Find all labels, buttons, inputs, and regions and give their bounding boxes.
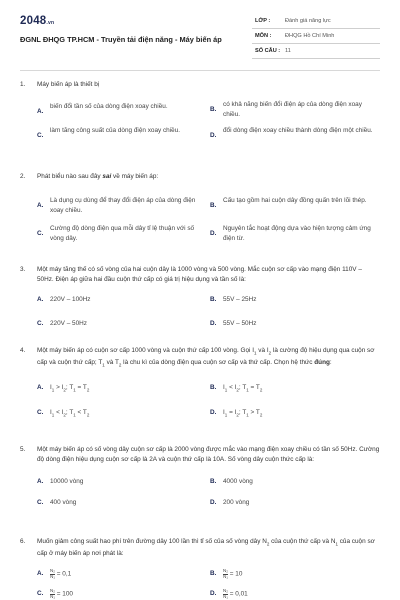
option-label: A. (37, 570, 44, 578)
option-text: có khả năng biến đổi điện áp của dòng điện xoay chiều. (223, 101, 362, 118)
question-text: Muốn giảm công suất hao phí trên đường dây 100 lần thì tỉ số của số vòng dây $N_2$ của cuộn thứ cấp và $N_1$ của cuộn sơ cấp ở máy biến áp nơi phát là: (37, 538, 375, 558)
option-label: B. (210, 296, 217, 303)
question-number: 4. (20, 347, 26, 354)
question-5 (20, 445, 380, 509)
question-number: 3. (20, 266, 26, 273)
option-text: Nguyên tắc hoạt động dựa vào hiện tượng cảm ứng điện từ. (223, 225, 371, 242)
question-text (37, 346, 380, 371)
question-text-emphasis: sai (102, 173, 112, 180)
question-number: 6. (20, 538, 26, 545)
document-title: ĐGNL ĐHQG TP.HCM - Truyền tải điện năng - Máy biến áp (20, 35, 222, 44)
option-text: = 100 (56, 590, 73, 598)
option-b[interactable] (210, 569, 380, 580)
meta-key: LỚP : (255, 18, 271, 24)
fraction (50, 569, 55, 579)
logo-suffix: .vn (46, 20, 55, 26)
question-text-part: Phát biểu nào sau đây (37, 173, 103, 180)
fraction-denominator: N₁ (50, 593, 55, 599)
option-label: D. (210, 408, 217, 416)
option-label: C. (37, 230, 44, 237)
option-label: D. (210, 590, 217, 598)
option-text: làm tăng công suất của dòng điện xoay chiều. (50, 127, 181, 134)
question-text: Máy biến áp là thiết bị (37, 81, 100, 88)
question-text-part: : (329, 359, 332, 367)
question-4 (20, 346, 380, 421)
question-text-part: Một máy biến áp có cuộn sơ cấp 1000 vòng và cuộn thứ cấp 100 vòng. Gọi $I_1$ và $I_2$ là cường độ hiệu dụng qua cuộn sơ cấp và cuộn thứ cấp; $T_1$ và $T_2$ là chu kì của dòng điện qua cuộn sơ cấp và thứ cấp. Chọn hệ thức (37, 347, 375, 368)
option-a[interactable] (37, 569, 207, 580)
option-c[interactable] (37, 408, 207, 420)
question-number: 5. (20, 446, 26, 453)
question-number: 2. (20, 173, 26, 180)
option-label: A. (37, 383, 44, 391)
option-d[interactable] (210, 498, 380, 508)
option-c[interactable] (37, 224, 207, 244)
option-d[interactable] (210, 319, 380, 329)
meta-row-count (252, 44, 380, 59)
option-c[interactable] (37, 498, 207, 508)
option-label: A. (37, 202, 44, 209)
option-label: D. (210, 320, 217, 327)
option-b[interactable] (210, 477, 380, 487)
option-c[interactable] (37, 589, 207, 600)
option-label: B. (210, 383, 217, 391)
option-label: A. (37, 296, 44, 303)
option-text: 220V – 100Hz (50, 296, 91, 303)
option-label: B. (210, 106, 217, 113)
option-label: D. (210, 230, 217, 237)
question-number: 1. (20, 81, 26, 88)
option-text: 55V – 25Hz (223, 296, 257, 303)
header-divider (20, 70, 380, 71)
option-b[interactable] (210, 383, 380, 395)
option-label: C. (37, 408, 44, 416)
option-text: 400 vòng (50, 499, 77, 506)
option-label: C. (37, 499, 44, 506)
fraction-numerator: N₂ (50, 568, 55, 574)
meta-row-subject (252, 29, 380, 44)
option-d[interactable] (210, 589, 380, 600)
option-text: 55V – 50Hz (223, 320, 257, 327)
fraction (223, 569, 228, 579)
option-label: A. (37, 108, 44, 115)
option-text: biến đổi tần số của dòng điện xoay chiều. (50, 103, 168, 110)
meta-value: Đánh giá năng lực (285, 18, 331, 24)
option-text: Là dụng cụ dùng để thay đổi điện áp của dòng điện xoay chiều. (50, 197, 196, 214)
option-label: B. (210, 478, 217, 485)
option-text: $I_1 > I_2$; $T_1 = T_2$ (50, 383, 90, 392)
option-label: B. (210, 202, 217, 209)
option-text: $I_1 < I_2$; $T_1 = T_2$ (223, 383, 263, 392)
option-text: $I_1 < I_2$; $T_1 < T_2$ (50, 408, 90, 417)
fraction-numerator: N₂ (50, 588, 55, 594)
question-text-emphasis: đúng (314, 359, 330, 367)
option-text: Cường độ dòng điện qua mỗi dây tỉ lệ thuận với số vòng dây. (50, 225, 195, 242)
option-a[interactable] (37, 196, 207, 216)
option-a[interactable] (37, 477, 207, 487)
question-6 (20, 537, 380, 599)
option-b[interactable] (210, 100, 380, 120)
logo-main: 2048 (20, 15, 47, 27)
option-label: C. (37, 132, 44, 139)
option-d[interactable] (210, 126, 380, 146)
meta-value: 11 (285, 48, 291, 54)
meta-table (252, 14, 380, 59)
question-text: Một máy tăng thế có số vòng của hai cuộn dây là 1000 vòng và 500 vòng. Mắc cuộn sơ cấp vào mạng điện 110V – 50Hz. Điện áp giữa hai đầu cuộn thứ cấp có giá trị hiệu dụng và tần số là: (37, 266, 362, 283)
site-logo[interactable] (20, 15, 54, 27)
option-text: 10000 vòng (50, 478, 84, 485)
option-text: Cấu tạo gồm hai cuộn dây đồng quấn trên lõi thép. (223, 197, 367, 204)
fraction-numerator: N₂ (223, 588, 228, 594)
option-text: đổi dòng điện xoay chiều thành dòng điện một chiều. (223, 127, 373, 134)
fraction-denominator: N₁ (50, 573, 55, 579)
question-text: Một máy biến áp có số vòng dây cuộn sơ cấp là 2000 vòng được mắc vào mạng điện xoay chiều có tần số 50Hz. Cường độ dòng điện hiệu dụng cuộn sơ cấp là 2A và cuộn thứ cấp là 10A. Số vòng dây cuộn thức cấp là: (37, 446, 380, 463)
option-label: D. (210, 499, 217, 506)
question-3 (20, 265, 380, 335)
option-d[interactable] (210, 408, 380, 420)
option-label: A. (37, 478, 44, 485)
option-b[interactable] (210, 295, 380, 305)
option-a[interactable] (37, 383, 207, 395)
meta-row-class (252, 14, 380, 29)
fraction (50, 589, 55, 599)
meta-value: ĐHQG Hồ Chí Minh (285, 33, 335, 39)
fraction-numerator: N₂ (223, 568, 228, 574)
option-a[interactable] (37, 295, 207, 305)
option-label: C. (37, 590, 44, 598)
option-label: B. (210, 570, 217, 578)
meta-key: SỐ CÂU : (255, 48, 281, 54)
fraction-denominator: N₁ (223, 573, 228, 579)
option-c[interactable] (37, 126, 207, 146)
option-text: 200 vòng (223, 499, 250, 506)
option-d[interactable] (210, 224, 380, 244)
option-label: C. (37, 320, 44, 327)
option-label: D. (210, 132, 217, 139)
option-text: 220V – 50Hz (50, 320, 87, 327)
option-text: $I_1 = I_2$; $T_1 > T_2$ (223, 408, 263, 417)
option-text: = 10 (229, 570, 243, 578)
question-text-part: về máy biến áp: (111, 173, 159, 180)
fraction-denominator: N₁ (223, 593, 228, 599)
question-2 (20, 172, 380, 242)
page-header (0, 0, 400, 68)
fraction (223, 589, 228, 599)
option-text: = 0,01 (229, 590, 248, 598)
option-text: 4000 vòng (223, 478, 253, 485)
option-text: = 0,1 (56, 570, 72, 578)
question-1 (20, 80, 380, 150)
question-text (37, 172, 380, 182)
option-a[interactable] (37, 102, 207, 122)
meta-key: MÔN : (255, 33, 272, 39)
option-b[interactable] (210, 196, 380, 216)
option-c[interactable] (37, 319, 207, 329)
